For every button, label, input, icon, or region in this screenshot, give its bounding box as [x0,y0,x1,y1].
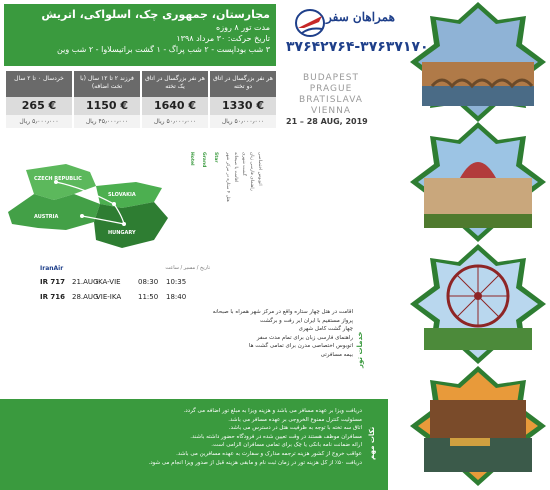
price-euro: 1150 € [74,97,140,115]
vienna-ferris-wheel-photo [410,244,546,364]
map-label-czech: CZECH REPUBLIC [34,176,82,182]
hotel-column-header: Grand [201,152,206,168]
price-euro: 1640 € [142,97,208,115]
header-band [4,4,276,66]
flight-schedule [40,263,210,303]
flight-arrival: 10:35 [166,278,187,286]
flight-date: 21.AUG [72,278,99,286]
city-prague: PRAGUE [309,84,353,94]
map-label-slovakia: SLOVAKIA [108,192,136,198]
hotel-info-row: اتوبوس اختصاصی [257,152,262,186]
flight-arrival: 18:40 [166,293,187,301]
notes-list [10,407,362,467]
flight-header: تاریخ / مسیر / ساعت [165,265,210,271]
city-list [283,73,379,117]
price-rial: ۵۰٫۰۰۰٫۰۰۰ ریال [142,115,208,128]
tour-itinerary: ۳ شب بوداپست - ۲ شب پراگ - ۱ گشت براتیسلاوا - ۲ شب وین [57,45,270,54]
flight-number: IR 717 [40,278,66,286]
price-label: هر نفر بزرگسال در اتاق دو تخته [210,71,276,97]
services-title: خدمات تور [356,331,364,369]
service-item: اتوبوس اختصاصی مدرن برای تمامی گشت ها [248,343,353,349]
airline-logo: IranAir [40,264,64,272]
price-column-single-room [142,71,208,128]
budapest-parliament-photo [410,122,546,242]
price-rial: ۴۵٫۰۰۰٫۰۰۰ ریال [74,115,140,128]
flight-row [40,291,210,303]
notes-band [0,399,388,490]
map-label-hungary: HUNGARY [108,230,136,236]
price-rial: ۵٫۰۰۰٫۰۰۰ ریال [6,115,72,128]
amsterdam-canal-photo [410,366,546,486]
departure-date: تاریخ حرکت: ۳۰ مرداد ۱۳۹۸ [176,34,270,43]
agency-phone: ۳۷۶۴۲۷۶۴-۳۷۶۳۷۱۷۰ [286,39,429,55]
hungary-shape [94,202,168,248]
price-euro: 1330 € [210,97,276,115]
hotel-info-table [186,152,264,214]
price-table [4,71,276,128]
service-item: اقامت در هتل چهار ستاره واقع در مرکز شهر همراه با صبحانه [212,309,353,315]
hotel-info-row: اقامت با صبحانه [233,152,238,183]
price-label: فرزند ۲ تا ۱۲ سال (با تخت اضافه) [74,71,140,97]
tour-title: مجارستان، جمهوری چک، اسلواکی، اتریش [41,8,270,21]
price-column-child [74,71,140,128]
price-euro: 265 € [6,97,72,115]
note-item: مسافران موظف هستند در وقت تعیین شده در فرودگاه حضور داشته باشند. [190,433,362,440]
flight-row [40,276,210,288]
note-item: مسئولیت کنترل ممنوع الخروجی بر عهده مسافر می باشد. [228,416,362,423]
tour-duration: مدت تور ۸ روزه [216,23,270,32]
price-rial: ۵۰٫۰۰۰٫۰۰۰ ریال [210,115,276,128]
flight-departure: 08:30 [138,278,159,286]
notes-title: نکات مهم [368,426,376,460]
price-column-infant [6,71,72,128]
tour-services [145,308,353,359]
hotel-info-row: گشت شهری [241,152,246,176]
note-item: عواقب خروج از کشور هزینه ترجمه مدارک و سفارت به عهده مسافرین می باشد. [176,450,362,457]
price-label: خردسال ۰ تا ۲ سال [6,71,72,97]
tour-date: 21 – 28 AUG, 2019 [286,117,368,126]
hotel-info-row: راهنمای فارسی زبان [249,152,254,191]
service-item: بیمه مسافرتی [320,351,353,358]
route-map [4,160,180,256]
note-item: اتاق سه تخته با توجه به ظرفیت هتل در دسترس می باشد. [228,425,362,432]
note-item: دریافت ویزا بر عهده مسافر می باشد و هزینه ویزا به مبلغ تور اضافه می گردد. [183,408,362,414]
note-item: دریافت ۵۰٪ از کل هزینه تور در زمان ثبت نام و مابقی هزینه قبل از صدور ویزا انجام می شود. [148,459,362,466]
agency-name: همراهان سفر [326,10,395,24]
service-item: پرواز مستقیم با ایران ایر رفت و برگشت [259,317,353,324]
price-column-double-room [210,71,276,128]
map-label-austria: AUSTRIA [34,214,59,220]
service-item: چهار گشت کامل شهری [298,326,353,332]
czech-shape [26,164,96,200]
city-bratislava: BRATISLAVA [299,95,363,105]
flight-departure: 11:50 [138,293,159,301]
hotel-info-row: هتل ۴ ستاره در مرکز شهر [225,152,230,202]
prague-bridge-photo [410,2,546,122]
city-budapest: BUDAPEST [302,73,359,83]
flight-date: 28.AUG [72,293,99,301]
hotel-column-header: Star [213,152,218,163]
hotel-column-header: Hotel [189,152,194,166]
service-item: راهنمای فارسی زبان برای تمام مدت سفر [256,334,353,341]
price-label: هر نفر بزرگسال در اتاق یک تخته [142,71,208,97]
flight-number: IR 716 [40,293,66,301]
flight-route: VIE-IKA [96,293,122,301]
airplane-logo-icon [292,6,328,40]
flight-route: IKA-VIE [96,278,121,286]
city-vienna: VIENNA [310,106,352,116]
note-item: ارائه ضمانت نامه بانکی یا چک برای تمامی مسافران الزامی است. [211,442,362,449]
